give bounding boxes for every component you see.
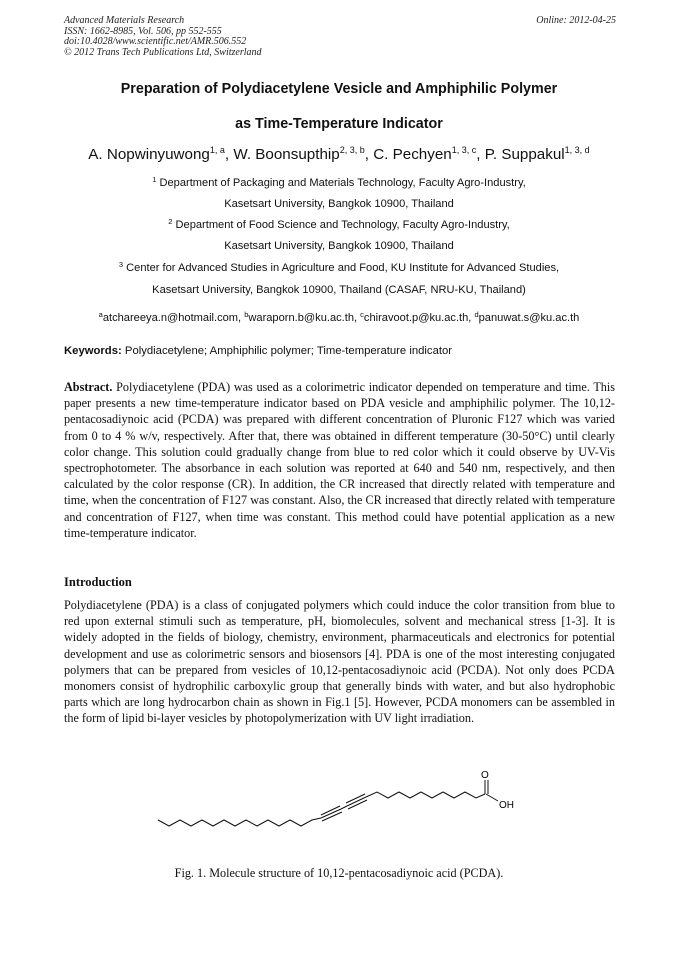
author-separator: , (476, 146, 485, 163)
abstract-paragraph (64, 379, 615, 541)
author-name: P. Suppakul (484, 146, 565, 163)
author-separator: , (364, 146, 374, 163)
keywords (64, 345, 452, 357)
email-address: waraporn.b@ku.ac.th, (248, 312, 361, 324)
hydrocarbon-tail (158, 818, 321, 826)
email-address: panuwat.s@ku.ac.th (478, 312, 580, 324)
affiliation-text: Kasetsart University, Bangkok 10900, Thailand (224, 198, 454, 210)
abstract-label: Abstract. (64, 380, 113, 394)
affiliation-text: Kasetsart University, Bangkok 10900, Thailand (224, 240, 454, 252)
affiliation-line (20, 284, 658, 296)
journal-header (64, 16, 262, 58)
email-mark: d (474, 310, 479, 319)
affiliation-line (20, 198, 658, 210)
author-affiliation-mark: 2, 3, b (339, 145, 365, 155)
diyne-link (341, 806, 347, 809)
paper-title-line-2: as Time-Temperature Indicator (235, 116, 443, 132)
affiliation-line (20, 262, 658, 274)
affiliation-text: Department of Food Science and Technology, Faculty Agro-Industry, (175, 219, 510, 231)
keywords-text: Polydiacetylene; Amphiphilic polymer; Time-temperature indicator (121, 345, 453, 357)
pcda-molecule-structure (150, 768, 530, 838)
journal-name: Advanced Materials Research (64, 15, 185, 26)
introduction-heading: Introduction (64, 575, 132, 589)
author-affiliation-mark: 1, 3, d (564, 145, 590, 155)
journal-copyright: © 2012 Trans Tech Publications Ltd, Switzerland (64, 46, 262, 58)
affiliation-text: Kasetsart University, Bangkok 10900, Thailand (CASAF, NRU-KU, Thailand) (152, 284, 526, 296)
journal-issn: ISSN: 1662-8985, Vol. 506, pp 552-555 (64, 25, 222, 37)
affiliation-line (20, 177, 658, 189)
author-affiliation-mark: 1, a (209, 145, 225, 155)
author-name: W. Boonsupthip (233, 146, 340, 163)
hydroxyl-label: OH (499, 800, 514, 811)
author-list (20, 146, 658, 163)
introduction-paragraph: Polydiacetylene (PDA) is a class of conjugated polymers which could induce the color transition from blue to red upon external stimuli such as temperature, pH, biomolecules, solvent and mechanical stress [1-3]. It is widely adopted in the fields of biology, chemistry, environment, pharmaceuticals and electronics for potential development and use as colorimetric sensors and biosensors [4]. PDA is one of the most interesting conjugated polymers that can be prepared from vesicles of 10,12-pentacosadiynoic acid (PCDA). Not only does PCDA monomers consist of hydrophilic carboxylic group that generally binds with water, and but also hydrophobic parts which are long hydrocarbon chain as shown in Fig.1 [5]. However, PCDA monomers can be assembled in the form of lipid bi-layer vesicles by photopolymerization with UV light irradiation. (64, 598, 615, 726)
email-mark: a (98, 310, 103, 319)
hydroxyl-bond (486, 794, 498, 801)
affiliation-line (20, 219, 658, 231)
online-date: Online: 2012-04-25 (536, 15, 616, 26)
keywords-label: Keywords: (64, 345, 122, 357)
paper-title-line-1: Preparation of Polydiacetylene Vesicle and Amphiphilic Polymer (120, 81, 558, 97)
author-affiliation-mark: 1, 3, c (451, 145, 477, 155)
author-separator: , (224, 146, 234, 163)
affiliation-mark: 3 (118, 260, 124, 269)
affiliation-text: Center for Advanced Studies in Agriculture and Food, KU Institute for Advanced Studies, (126, 262, 560, 274)
email-list (20, 312, 658, 324)
journal-doi: doi:10.4028/www.scientific.net/AMR.506.552 (64, 36, 247, 47)
author-name: C. Pechyen (373, 146, 452, 163)
abstract-text: Polydiacetylene (PDA) was used as a colorimetric indicator depended on temperature and time. This paper presents a new time-temperature indicator based on PDA vesicle and amphiphilic polymer. The 10,12-pentacosadiynoic acid (PCDA) was prepared with different concentration of Pluronic F127 which was varied from 0 to 4 % w/v, respectively. After that, there was obtained in different temperature (30-50°C) until clearly color change. This solution could gradually change from blue to red color which it could observe by UV-Vis spectrophotometer. The absorbance in each solution was reported at 640 and 540 nm, respectively, and then calculated by the color response (CR). In addition, the CR increased that directly related with temperature and time, when the concentration of F127 was constant. Also, the CR increased that directly related with temperature and concentration of F127, when time was constant. This method could have potential application as a new time-temperature indicator. (64, 380, 615, 540)
affiliation-line (20, 240, 658, 252)
figure-caption: Fig. 1. Molecule structure of 10,12-pentacosadiynoic acid (PCDA). (174, 866, 504, 880)
email-address: atcharееya.n@hotmail.com, (102, 312, 245, 324)
affiliation-mark: 1 (152, 175, 157, 184)
oxygen-label: O (481, 770, 489, 781)
affiliation-mark: 2 (168, 217, 173, 226)
email-mark: b (244, 310, 249, 319)
affiliation-text: Department of Packaging and Materials Technology, Faculty Agro-Industry, (159, 177, 526, 189)
email-address: chiravoot.p@ku.ac.th, (363, 312, 475, 324)
acid-chain (366, 792, 485, 798)
email-mark: c (360, 310, 364, 319)
author-name: A. Nopwinyuwong (88, 146, 210, 163)
